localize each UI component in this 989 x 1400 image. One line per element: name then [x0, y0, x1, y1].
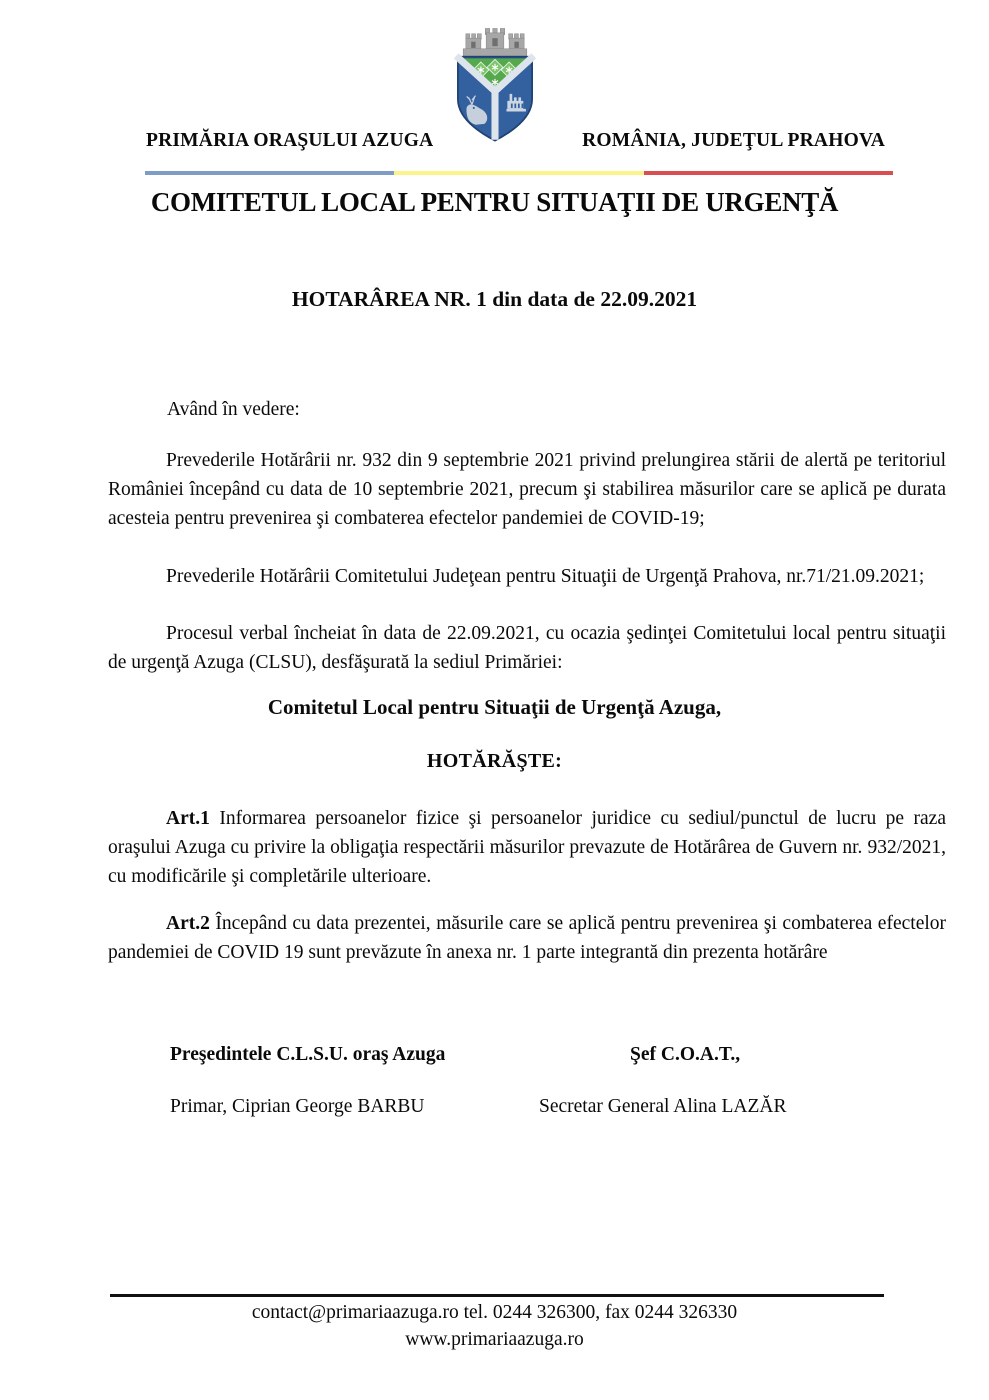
article-2-label: Art.2: [166, 913, 210, 934]
issuing-body-line: Comitetul Local pentru Situaţii de Urgenţă Azuga,: [267, 695, 722, 719]
article-2: [108, 909, 946, 967]
consideration-paragraph-1: Prevederile Hotărârii nr. 932 din 9 septembrie 2021 privind prelungirea stării de alertă pe teritoriul României începând cu data de 10 septembrie 2021, precum şi stabilirea măsurilor care se aplică pe durata acesteia pentru prevenirea şi combaterea efectelor pandemiei de COVID-19;: [108, 450, 946, 529]
article-1-label: Art.1: [166, 808, 210, 829]
article-2-text: Începând cu data prezentei, măsurile care se aplică pentru prevenirea şi combaterea efectelor pandemiei de COVID 19 sunt prevăzute în anexa nr. 1 parte integrantă din prezenta hotărâre: [108, 913, 947, 963]
signature-right-role: Şef C.O.A.T.,: [630, 1044, 741, 1065]
consideration-paragraph-3: Procesul verbal încheiat în data de 22.09.2021, cu ocazia şedinţei Comitetului local pentru situaţii de urgenţă Azuga (CLSU), desfăşurată la sediul Primăriei:: [108, 623, 946, 673]
footer-website: www.primariaazuga.ro: [405, 1329, 584, 1350]
signature-left-role: Preşedintele C.L.S.U. oraş Azuga: [170, 1044, 446, 1065]
footer-rule: [110, 1294, 884, 1297]
article-1: [108, 804, 946, 891]
tricolor-rule: [145, 171, 893, 175]
region-title: ROMÂNIA, JUDEŢUL PRAHOVA: [582, 130, 885, 151]
consideration-paragraph-2: Prevederile Hotărârii Comitetului Judeţean pentru Situaţii de Urgenţă Prahova, nr.71/21.09.2021;: [166, 566, 925, 587]
header-row: [146, 130, 885, 152]
flag-yellow-segment: [394, 171, 643, 175]
municipality-title: PRIMĂRIA ORAŞULUI AZUGA: [146, 130, 434, 151]
flag-blue-segment: [145, 171, 394, 175]
decision-word: HOTĂRĂŞTE:: [426, 750, 563, 772]
flag-red-segment: [644, 171, 893, 175]
decision-title: HOTARÂREA NR. 1 din data de 22.09.2021: [291, 287, 698, 311]
signature-right-person: Secretar General Alina LAZĂR: [539, 1096, 787, 1117]
preamble-intro: Având în vedere:: [167, 399, 300, 420]
crest-icon: [442, 26, 548, 144]
footer-contact-line: contact@primariaazuga.ro tel. 0244 326300, fax 0244 326330: [251, 1302, 738, 1323]
article-1-text: Informarea persoanelor fizice şi persoanelor juridice cu sediul/punctul de lucru pe raza oraşului Azuga cu privire la obligaţia respectării măsurilor prevazute de Hotărârea de Guvern nr. 932/2021, cu modificările şi completările ulterioare.: [108, 808, 946, 887]
committee-title: COMITETUL LOCAL PENTRU SITUAŢII DE URGENŢĂ: [150, 187, 839, 217]
signature-left-person: Primar, Ciprian George BARBU: [170, 1096, 425, 1117]
